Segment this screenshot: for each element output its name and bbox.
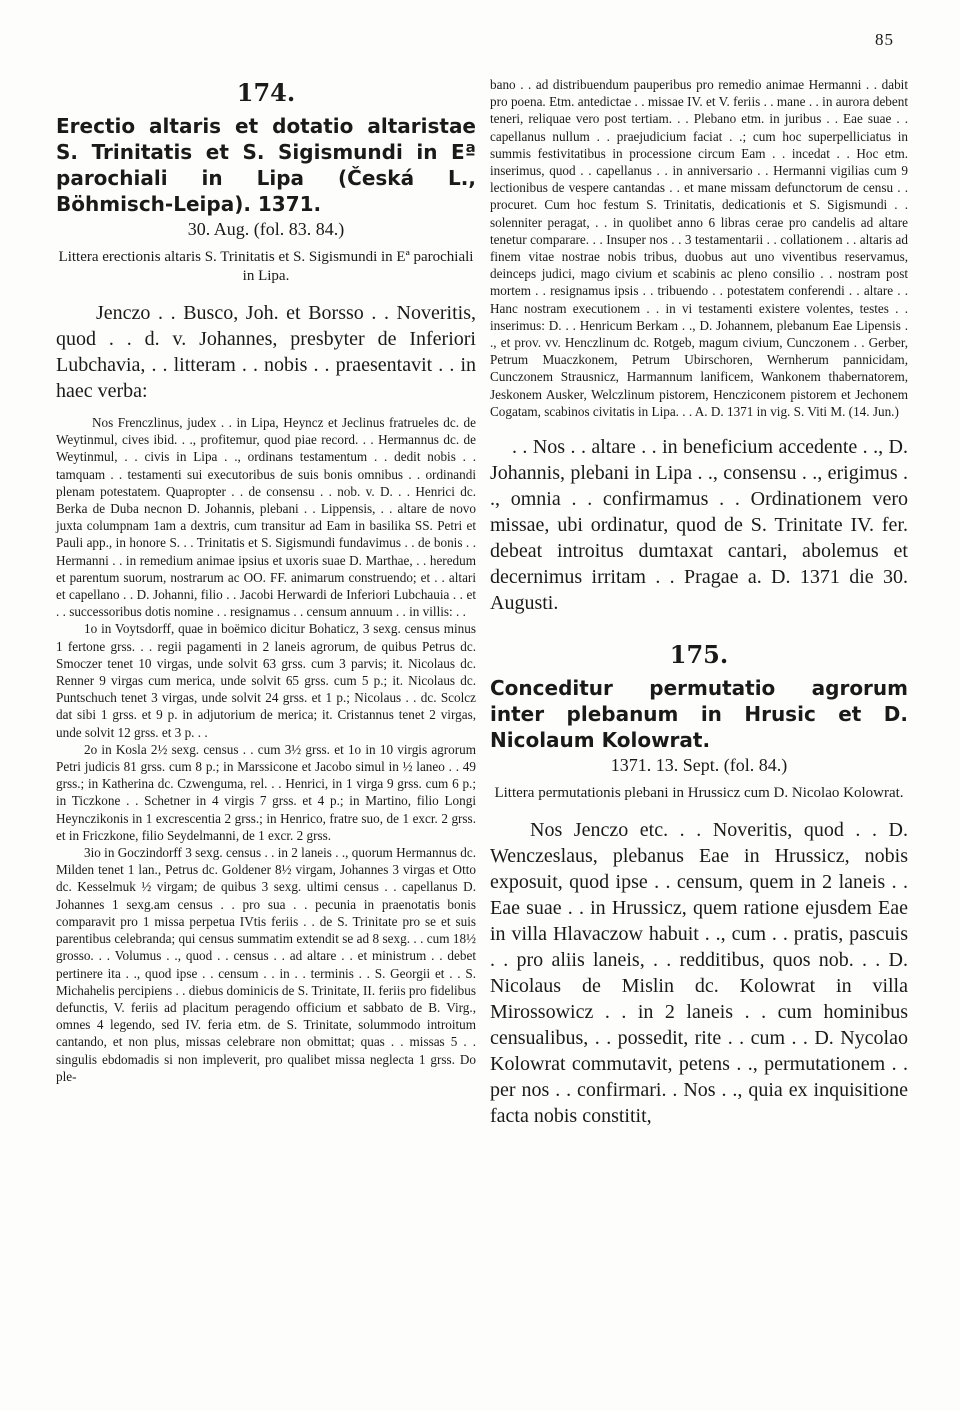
document-intro-174: Jenczo . . Busco, Joh. et Borsso . . Noveritis, quod . . d. v. Johannes, presbyter de Inferiori Lubchavia, . . litteram . . nobis . . praesentavit . . in haec verba: — [56, 302, 476, 402]
document-clause-2: 2o in Kosla 2½ sexg. census . . cum 3½ grss. et 1o in 10 virgis agrorum Petri judicis 81 grss. cum 8 p.; in Marssicone et Jacobo simul in ½ laneo . . 49 grss.; in Katherina dc. Czwenguma, rel. . . Henrici, in 1 virga 9 grss. cum 6 p.; in Ticzkone . . Schetner in 4 virgis 7 grss. et 4 p.; in Martino, filio Longi Heynczikonis in 1 excrescentia 2 grss.; in Henrico, fratre suo, de 1 excr. 2 grss. et in Friczkone, filio Seydelmanni, de 1 excr. 2 grss. — [56, 741, 476, 843]
document-number-175: 175. — [669, 640, 729, 670]
document-confirmation-174: . . Nos . . altare . . in beneficium accedente . ., D. Johannis, plebani in Lipa . ., consensu . ., erigimus . ., omnia . . confirmamus . . Ordinationem vero missae, ubi ordinatur, quod de S. Trinitate IV. fer. debeat introitus dumtaxat cantari, abolemus et decernimus irritam . . Pragae a. D. 1371 die 30. Augusti. — [490, 436, 908, 615]
document-clause-3: 3io in Goczindorff 3 sexg. census . . in 2 laneis . ., quorum Hermannus dc. Milden tenet 1 lan., Petrus dc. Goldener 8½ virgam, Johannes 3 virgas et Otto dc. Kesselmuk ½ virgam; de quibus 3 sexg. ultimi census . . capellanus D. Johannes 1 sexg.am census . . pro sua . . pecunia in praenotatis bonis comparavit pro 1 missa perpetua IVtis feriis . . de S. Trinitate pro se et suis parentibus celebranda; qui census summatim extendit se ad 8 sexg. . . cum 18½ grosso. . . Volumus . ., quod . . census . . ad altare . . et ministrum . . debet pertinere ita . ., quod ipse . . censum . . in . . terminis . . S. Georgii et . . S. Michahelis percipiens . . diebus dominicis de S. Trinitate, II. feriis pro fidelibus defunctis, V. feriis ad placitum peragendo officium et sabbato de B. Virg., omnes 4 legendo, sed IV. feria etm. de S. Trinitate, solummodo introitum cantando, et non plus, missas celebrare non obmittat; quas . . missas 5 . . singulis ebdomadis si non impleverit, pro qualibet missa neglecta 1 grss. Do ple- — [56, 845, 476, 1084]
document-regest-174: Littera erectionis altaris S. Trinitatis et S. Sigismundi in Eª parochiali in Lipa. — [58, 249, 474, 284]
document-body-174: Nos Frenczlinus, judex . . in Lipa, Heyncz et Jeclinus fratrueles dc. de Weytinmul, cives ibid. . ., profitemur, quod piae record. . . Hermannus dc. de Weytinmul, . . civis in Lipa . ., ordinans testamentum . . dedit nobis . . tamquam . . testamenti sui executoribus de suis bonis omnibus . . ordinandi plenam potestatem. Quapropter . . de consensu . . nob. v. D. . . Henrici dc. Berka de Duba necnon D. Johannis, plebani . . Lippensis, . . altare de novo juxta columpnam 1am a dextris, cum transitur ad Eam in basilika SS. Petri et Pauli app., in honore S. . . Trinitatis et S. Sigismundi fundavimus . . de bonis . . Hermanni . . in remedium animae ipsius et uxoris suae D. Marthae, . . heredum et parentum suorum, nostrarum ac OO. FF. animarum construendo; et . . altari et capellano . . D. Johanni, filio . . Jacobi Herwardi de Inferiori Lubchauia . . et . . successoribus dotis nomine . . resignamus . . censum annuum . . in villis: . . — [56, 415, 476, 620]
document-date-175: 1371. 13. Sept. (fol. 84.) — [610, 755, 788, 776]
document-body-174-continued: bano . . ad distribuendum pauperibus pro remedio animae Hermanni . . dabit pro poena. Etm. antedictae . . missae IV. et V. feriis . . mane . . in aurora debent teneri, reliquae vero post tertiam. . . Plebano etm. in juribus . . Eae suae . . capellanus nullum . . praejudicium faciat . .; cum hoc superpelliciatus in summis festivitatibus in processione circum Eam . . incedat . . Hoc etm. inserimus, quod . . capellanus . . in anniversario . . Hermanni vigilias cum 9 lectionibus de vespere cantandas . . et mane missam defunctorum de censu . . procuret. Cum hoc festum S. Trinitatis, dedicationis et S. Sigismundi . . solenniter peragat, . . in quolibet anno 6 libras cerae pro candelis ad altare tenetur comparare. . . Insuper nos . . 3 testamentarii . . collationem . . altaris ad finem vitae nostrae nobis tribus, duobus aut uno viventibus reservamus, deinceps judici, mago civium et scabinis ac pleno consilio . . nostram post mortem . . resignamus ipsis . . tribuendo . . potestatem conferendi . . altare . . Hanc nostram executionem . . in vi testamenti existere volentes, testes . . inserimus: D. . . Henricum Berkam . ., D. Johannem, plebanum Eae Lipensis . ., et prov. vv. Henczlinum dc. Rotgeb, magum civium, Cunczonem . . Gerber, Petrum Muaczkonem, Petrum Ubirschoren, Wernherum pannicidam, Cunczonem Strausnicz, Harmannum lanificem, Wankonem thabernatorem, Jeskonem Ausker, Welczlinum pistorem, Hencziconem pistorem et Jechonem Cogatam, scabinos civitatis in Lipa. . . A. D. 1371 in vig. S. Viti M. (14. Jun.) — [490, 77, 908, 419]
document-175 — [490, 640, 908, 1129]
document-date-174: 30. Aug. (fol. 83. 84.) — [187, 219, 345, 239]
document-body-175: Nos Jenczo etc. . . Noveritis, quod . . D. Wenczeslaus, plebanus Eae in Hrussicz, nobis exposuit, quod ipse . . censum, quem in 2 laneis . . Eae suae . . in Hrussicz, quem ratione ejusdem Eae in villa Hlavaczow habuit . ., cum . . pratis, pascuis . . pro aliis laneis, . . redditibus, quos nob. . . D. Nicolaus de Mislin dc. Kolowrat in villa Mirossowicz . . in 2 laneis . . cum hominibus censualibus, . . possedit, rite . . cum . . D. Nycolao Kolowrat commutavit, petens . ., permutationem . . per nos . . confirmari. . Nos . ., quia ex inquisitione facta nobis constitit, — [490, 819, 908, 1128]
page-number: 85 — [875, 30, 894, 49]
document-heading-174: Erectio altaris et dotatio altaristae S. Trinitatis et S. Sigismundi in Eª parochiali in Lipa (Česká L., Böhmisch-Leipa). 1371. — [56, 114, 476, 216]
document-heading-175: Conceditur permutatio agrorum inter plebanum in Hrusic et D. Nicolaum Kolowrat. — [490, 676, 908, 753]
right-column — [490, 78, 908, 1139]
document-clause-1: 1o in Voytsdorff, quae in boëmico dicitur Bohaticz, 3 sexg. census minus 1 fertone grss. . . regii pagamenti in 2 laneis agrorum, de quibus Petrus dc. Smoczer tenet 10 virgas, unde solvit 63 grss. cum 3 parvis; it. Nicolaus dc. Renner 9 virgas cum merica, unde solvit 65 grss. cum 5 p.; it. Nicolaus dc. Puntschuch tenet 3 virgas, unde solvit 24 grss. et 1 p.; Nicolaus . . dc. Scolcz dat sibi 1 grss. et 9 p. in adjutorium de merica; it. Cristannus tenet 2 virgas, unde solvit 12 grss. et 3 p. . . — [56, 621, 476, 740]
document-number-174: 174. — [236, 78, 296, 107]
left-column — [56, 78, 476, 1085]
document-regest-175: Littera permutationis plebani in Hrussicz cum D. Nicolao Kolowrat. — [494, 785, 904, 802]
